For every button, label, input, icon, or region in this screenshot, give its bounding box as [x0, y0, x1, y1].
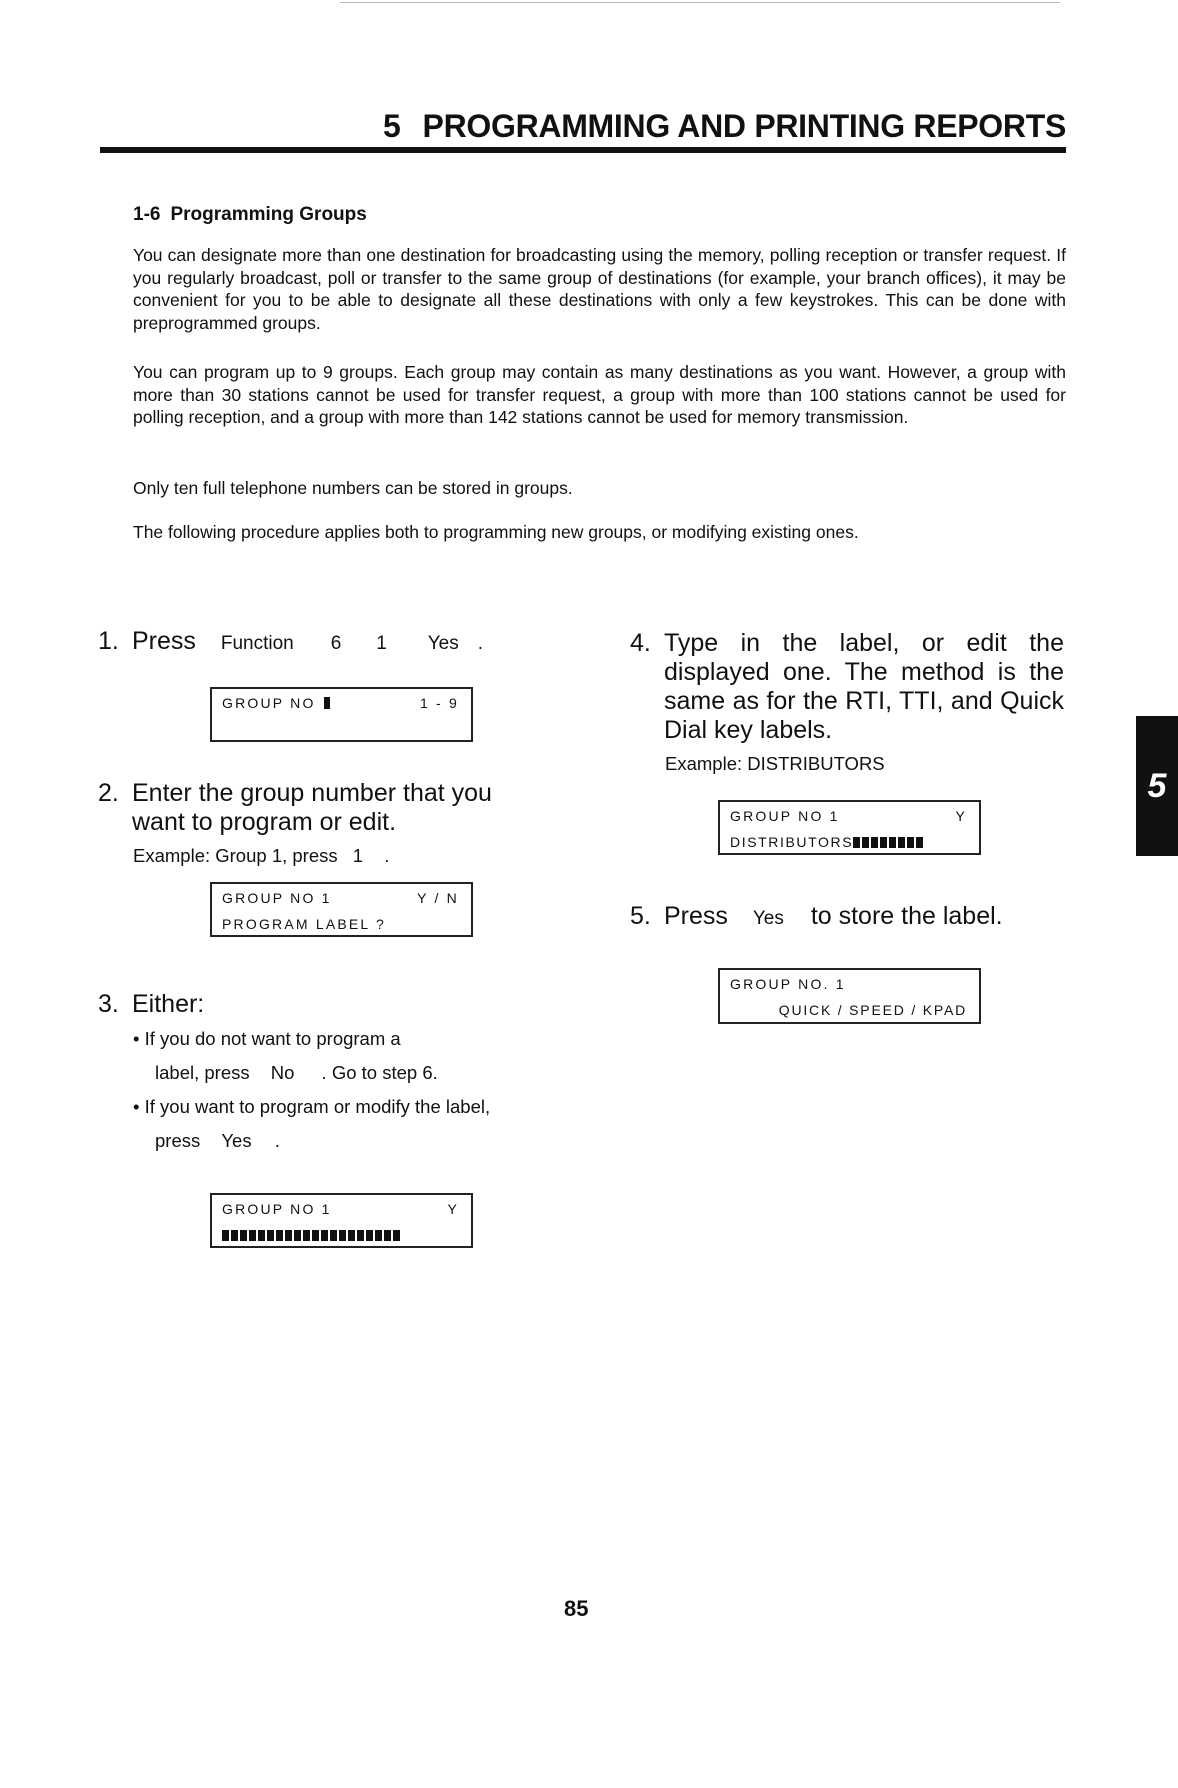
lcd-display-step-2 [210, 882, 473, 937]
step-3-bullet-1 [133, 1022, 438, 1090]
lcd-block-char [294, 1230, 301, 1241]
lcd-block-char [862, 837, 869, 848]
lcd-block-char [249, 1230, 256, 1241]
bullet-1-suffix: . Go to step 6. [321, 1062, 438, 1083]
lcd-line-1 [222, 890, 459, 908]
yes-key: Yes [221, 1130, 252, 1151]
step-4-text: Type in the label, or edit the displayed one. The method is the same as for the RTI, TTI, and Quick Dial key labels. [664, 629, 1064, 744]
lcd-block-char [222, 1230, 229, 1241]
lcd-line-2 [730, 1002, 967, 1020]
function-key: Function [220, 633, 294, 654]
chapter-title [383, 108, 1066, 145]
top-border-line [340, 2, 1060, 3]
telephone-paragraph: Only ten full telephone numbers can be stored in groups. [133, 478, 573, 498]
lcd-text: GROUP NO 1 [730, 808, 840, 824]
section-number: 1-6 [133, 204, 161, 225]
step-1-text [132, 627, 483, 658]
limits-paragraph: You can program up to 9 groups. Each group may contain as many destinations as you want. However, a group with more than 30 stations cannot be used for transfer request, a group with more than 100 stations cannot be used for polling reception, and a group with more than 142 stations cannot be used for memory transmission. [133, 362, 1066, 427]
lcd-yn: Y / N [417, 890, 459, 906]
step-3-text: Either: [132, 990, 205, 1018]
lcd-text: GROUP NO. 1 [730, 976, 846, 992]
key-1: 1 [376, 633, 387, 654]
no-key: No [270, 1062, 295, 1083]
step-1-end: . [477, 633, 483, 654]
bullet-1-line-1: • If you do not want to program a [133, 1028, 401, 1049]
lcd-block-char [898, 837, 905, 848]
lcd-block-char [267, 1230, 274, 1241]
lcd-block-char [916, 837, 923, 848]
lcd-prompt: PROGRAM LABEL ? [222, 916, 386, 932]
lcd-line-2 [222, 916, 459, 934]
lcd-text: GROUP NO 1 [222, 1201, 332, 1217]
chapter-title-text: PROGRAMMING AND PRINTING REPORTS [422, 108, 1066, 144]
lcd-block-char [907, 837, 914, 848]
bullet-2-line-1: • If you want to program or modify the label, [133, 1096, 491, 1117]
step-4-number: 4. [630, 629, 651, 657]
step-1-press: Press [132, 627, 196, 655]
lcd-line-2 [222, 1227, 459, 1245]
lcd-block-char [330, 1230, 337, 1241]
chapter-side-tab: 5 [1136, 716, 1178, 856]
lcd-line-1 [730, 976, 967, 994]
lcd-block-characters [222, 1230, 400, 1241]
lcd-block-char [853, 837, 860, 848]
step-2-example [133, 845, 389, 867]
bullet-2-suffix: . [274, 1130, 280, 1151]
step-4 [630, 629, 1066, 747]
lcd-display-step-3 [210, 1193, 473, 1248]
lcd-label: DISTRIBUTORS [730, 834, 854, 850]
step-5 [630, 902, 1070, 934]
key-6: 6 [330, 633, 342, 654]
lcd-block-char [357, 1230, 364, 1241]
step-2-number: 2. [98, 779, 119, 807]
step-2 [98, 779, 538, 839]
bullet-2-text: press [155, 1130, 201, 1151]
example-text: Example: Group 1, press [133, 845, 338, 866]
example-end: . [384, 845, 390, 866]
step-1-number: 1. [98, 627, 119, 655]
lcd-line-1 [222, 695, 459, 713]
intro-paragraph: You can designate more than one destination for broadcasting using the memory, polling reception or transfer request. If you regularly broadcast, poll or transfer to the same group of destinations (for example, your branch offices), it may be convenient for you to be able to designate all these destinations with only a few keystrokes. This can be done with preprogrammed groups. [133, 245, 1066, 333]
lcd-block-characters [853, 837, 923, 848]
lcd-block-char [285, 1230, 292, 1241]
lcd-block-char [240, 1230, 247, 1241]
lcd-block-char [276, 1230, 283, 1241]
lcd-block-char [880, 837, 887, 848]
lcd-block-char [393, 1230, 400, 1241]
lcd-block-char [231, 1230, 238, 1241]
key-1: 1 [352, 845, 364, 866]
step-3 [98, 990, 398, 1022]
lcd-block-char [339, 1230, 346, 1241]
lcd-y: Y [955, 808, 967, 824]
step-5-suffix: to store the label. [810, 902, 1003, 930]
yes-key: Yes [752, 908, 784, 929]
section-heading [133, 204, 367, 226]
bullet-1-text: label, press [155, 1062, 250, 1083]
lcd-display-step-1 [210, 687, 473, 742]
lcd-block-char [375, 1230, 382, 1241]
bullet-2-line-2 [133, 1124, 490, 1158]
lcd-block-char [348, 1230, 355, 1241]
lcd-block-char [889, 837, 896, 848]
chapter-number: 5 [383, 108, 401, 144]
section-title: Programming Groups [170, 204, 367, 225]
lcd-block-char [871, 837, 878, 848]
step-2-text: Enter the group number that you want to program or edit. [132, 779, 492, 836]
lcd-text: GROUP NO 1 [222, 890, 332, 906]
lcd-line-1 [730, 808, 967, 826]
step-1 [98, 627, 538, 659]
lcd-block-char [312, 1230, 319, 1241]
step-5-press: Press [664, 902, 728, 930]
lcd-range: 1 - 9 [419, 695, 459, 711]
lcd-display-step-5 [718, 968, 981, 1024]
cursor-block [324, 697, 330, 709]
step-5-number: 5. [630, 902, 651, 930]
header-rule [100, 147, 1066, 153]
step-4-example: Example: DISTRIBUTORS [665, 753, 885, 774]
lcd-block-char [303, 1230, 310, 1241]
step-3-bullet-2 [133, 1090, 490, 1158]
lcd-y: Y [447, 1201, 459, 1217]
procedure-paragraph: The following procedure applies both to programming new groups, or modifying existing ones. [133, 522, 859, 542]
lcd-line-1 [222, 1201, 459, 1219]
lcd-block-char [321, 1230, 328, 1241]
yes-key: Yes [427, 633, 459, 654]
lcd-block-char [258, 1230, 265, 1241]
lcd-display-step-4 [718, 800, 981, 855]
lcd-options: QUICK / SPEED / KPAD [778, 1002, 967, 1018]
lcd-text: GROUP NO [222, 695, 316, 711]
bullet-1-line-2 [133, 1056, 438, 1090]
lcd-line-2 [730, 834, 967, 852]
step-5-text [664, 902, 1003, 933]
page-number: 85 [564, 1596, 589, 1621]
lcd-block-char [384, 1230, 391, 1241]
step-3-number: 3. [98, 990, 119, 1018]
lcd-block-char [366, 1230, 373, 1241]
